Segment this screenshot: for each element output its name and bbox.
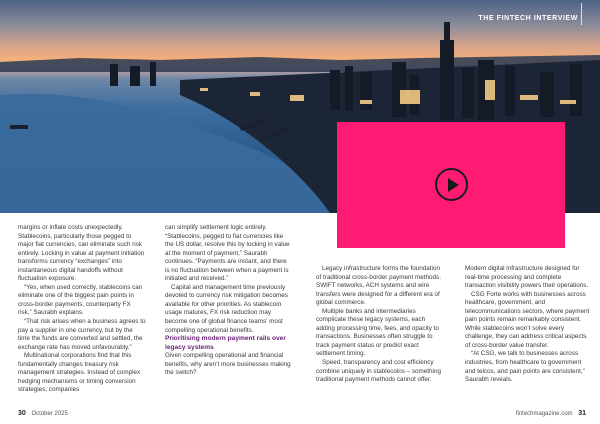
article-column-1 <box>18 224 146 395</box>
paragraph: “Yes, when used correctly, stablecoins can eliminate one of the biggest pain points in cross-border payments, counterparty FX risk,” Saurabh explains. <box>18 283 143 317</box>
site-url[interactable]: fintechmagazine.com <box>515 411 573 417</box>
article-column-2 <box>165 224 293 378</box>
paragraph: Speed, transparency and cost efficiency combine uniquely in stablecoins – something traditional payment methods cannot offer. <box>316 359 441 384</box>
paragraph: CSG Forte works with businesses across healthcare, government, and telecommunications sectors, where payment pain points remain remarkably consistent. While stablecoins won’t solve every challenge, they can address critical aspects of cross-border value transfer. <box>465 290 590 349</box>
play-icon[interactable] <box>435 168 468 201</box>
header-divider <box>581 3 582 25</box>
paragraph: Capital and management time previously devoted to currency risk mitigation becomes available for other priorities. As stablecoin usage matures, FX risk reduction may become one of global finance teams’ most compelling operational benefits. <box>165 283 288 334</box>
paragraph: “That risk arises when a business agrees to pay a supplier in one currency, but by the time the funds are converted and settled, the exchange rate has moved unfavourably.” <box>18 318 146 351</box>
issue-date: October 2025 <box>31 411 68 417</box>
page-number-left: 30 <box>18 410 26 417</box>
footer-right <box>516 410 586 417</box>
paragraph: Multinational corporations find that this fundamentally changes treasury risk management strategies. Instead of complex hedging mechanisms or timing conversion strategies, companies <box>18 352 141 394</box>
article-column-3 <box>316 265 444 385</box>
paragraph: Given compelling operational and financial benefits, why aren’t more businesses making the switch? <box>165 352 291 377</box>
page-number-right: 31 <box>578 410 586 417</box>
subheading: Prioritising modern payment rails over legacy systems <box>165 335 286 351</box>
paragraph: “At CSG, we talk to businesses across industries, from healthcare to government and telcos, and pain points are consistent,” Saurabh reveals. <box>465 350 585 384</box>
paragraph: Multiple banks and intermediaries complicate these legacy systems, each adding processing time, fees, and opacity to transactions. Businesses often struggle to track payment status or predict exact settlement timing. <box>316 307 439 358</box>
paragraph: margins or inflate costs unexpectedly. Stablecoins, particularly those pegged to major fiat currencies, can eliminate such risk entirely. Locking in value at payment initiation transforms currency “exchanges” into instantaneous digital handoffs without fluctuation exposure. <box>18 224 145 283</box>
section-label: THE FINTECH INTERVIEW <box>478 15 578 22</box>
paragraph: Modern digital infrastructure designed for real-time processing and complete transaction visibility powers their operations. <box>465 265 589 290</box>
paragraph: can simplify settlement logic entirely. “Stablecoins, pegged to fiat currencies like the US dollar, resolve this by locking in value at the moment of payment,” Saurabh continues. “Payments are instant, and there is no fluctuation between when a payment is initiated and received.” <box>165 224 290 283</box>
article-column-4 <box>465 265 593 385</box>
footer-left <box>18 410 68 417</box>
paragraph: Legacy infrastructure forms the foundation of traditional cross-border payment methods. SWIFT networks, ACH systems and wire transfers were designed for a different era of global commerce. <box>316 265 441 307</box>
